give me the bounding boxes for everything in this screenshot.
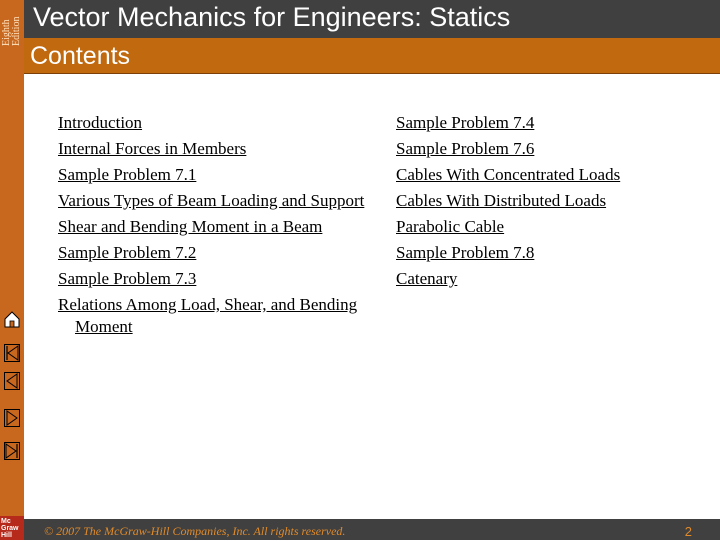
slide-title: Contents	[30, 42, 131, 70]
contents-left-column	[58, 112, 368, 342]
last-slide-icon[interactable]	[4, 442, 20, 460]
toc-link-concentrated-loads[interactable]: Cables With Concentrated Loads	[396, 165, 621, 184]
toc-link-introduction[interactable]: Introduction	[58, 113, 143, 132]
toc-link-beam-loading[interactable]: Various Types of Beam Loading and Support	[58, 191, 365, 210]
toc-link-sample-problem-7-8[interactable]: Sample Problem 7.8	[396, 243, 535, 262]
first-slide-icon[interactable]	[4, 344, 20, 362]
toc-link-distributed-loads[interactable]: Cables With Distributed Loads	[396, 191, 607, 210]
page-number: 2	[684, 524, 692, 539]
toc-link-catenary[interactable]: Catenary	[396, 269, 458, 288]
toc-link-parabolic-cable[interactable]: Parabolic Cable	[396, 217, 505, 236]
copyright-notice: © 2007 The McGraw-Hill Companies, Inc. All rights reserved.	[44, 524, 346, 538]
logo-line-1: Mc	[1, 518, 11, 525]
toc-link-sample-problem-7-1[interactable]: Sample Problem 7.1	[58, 165, 197, 184]
logo-line-2: Graw	[1, 525, 19, 532]
edition-line-1: Eighth	[1, 19, 12, 46]
toc-link-sample-problem-7-4[interactable]: Sample Problem 7.4	[396, 113, 535, 132]
toc-link-sample-problem-7-6[interactable]: Sample Problem 7.6	[396, 139, 535, 158]
previous-slide-icon[interactable]	[4, 372, 20, 390]
toc-link-internal-forces[interactable]: Internal Forces in Members	[58, 139, 247, 158]
contents-right-column	[396, 112, 696, 294]
edition-label	[0, 0, 24, 60]
mcgraw-hill-logo	[0, 516, 24, 540]
edition-line-2: Edition	[11, 16, 22, 46]
next-slide-icon[interactable]	[4, 409, 20, 427]
logo-line-3: Hill	[1, 532, 12, 539]
toc-link-sample-problem-7-2[interactable]: Sample Problem 7.2	[58, 243, 197, 262]
book-title: Vector Mechanics for Engineers: Statics	[33, 2, 511, 32]
home-icon[interactable]	[4, 310, 20, 328]
toc-link-load-shear-moment[interactable]: Relations Among Load, Shear, and Bending Moment	[58, 295, 358, 336]
toc-link-sample-problem-7-3[interactable]: Sample Problem 7.3	[58, 269, 197, 288]
toc-link-shear-bending[interactable]: Shear and Bending Moment in a Beam	[58, 217, 323, 236]
